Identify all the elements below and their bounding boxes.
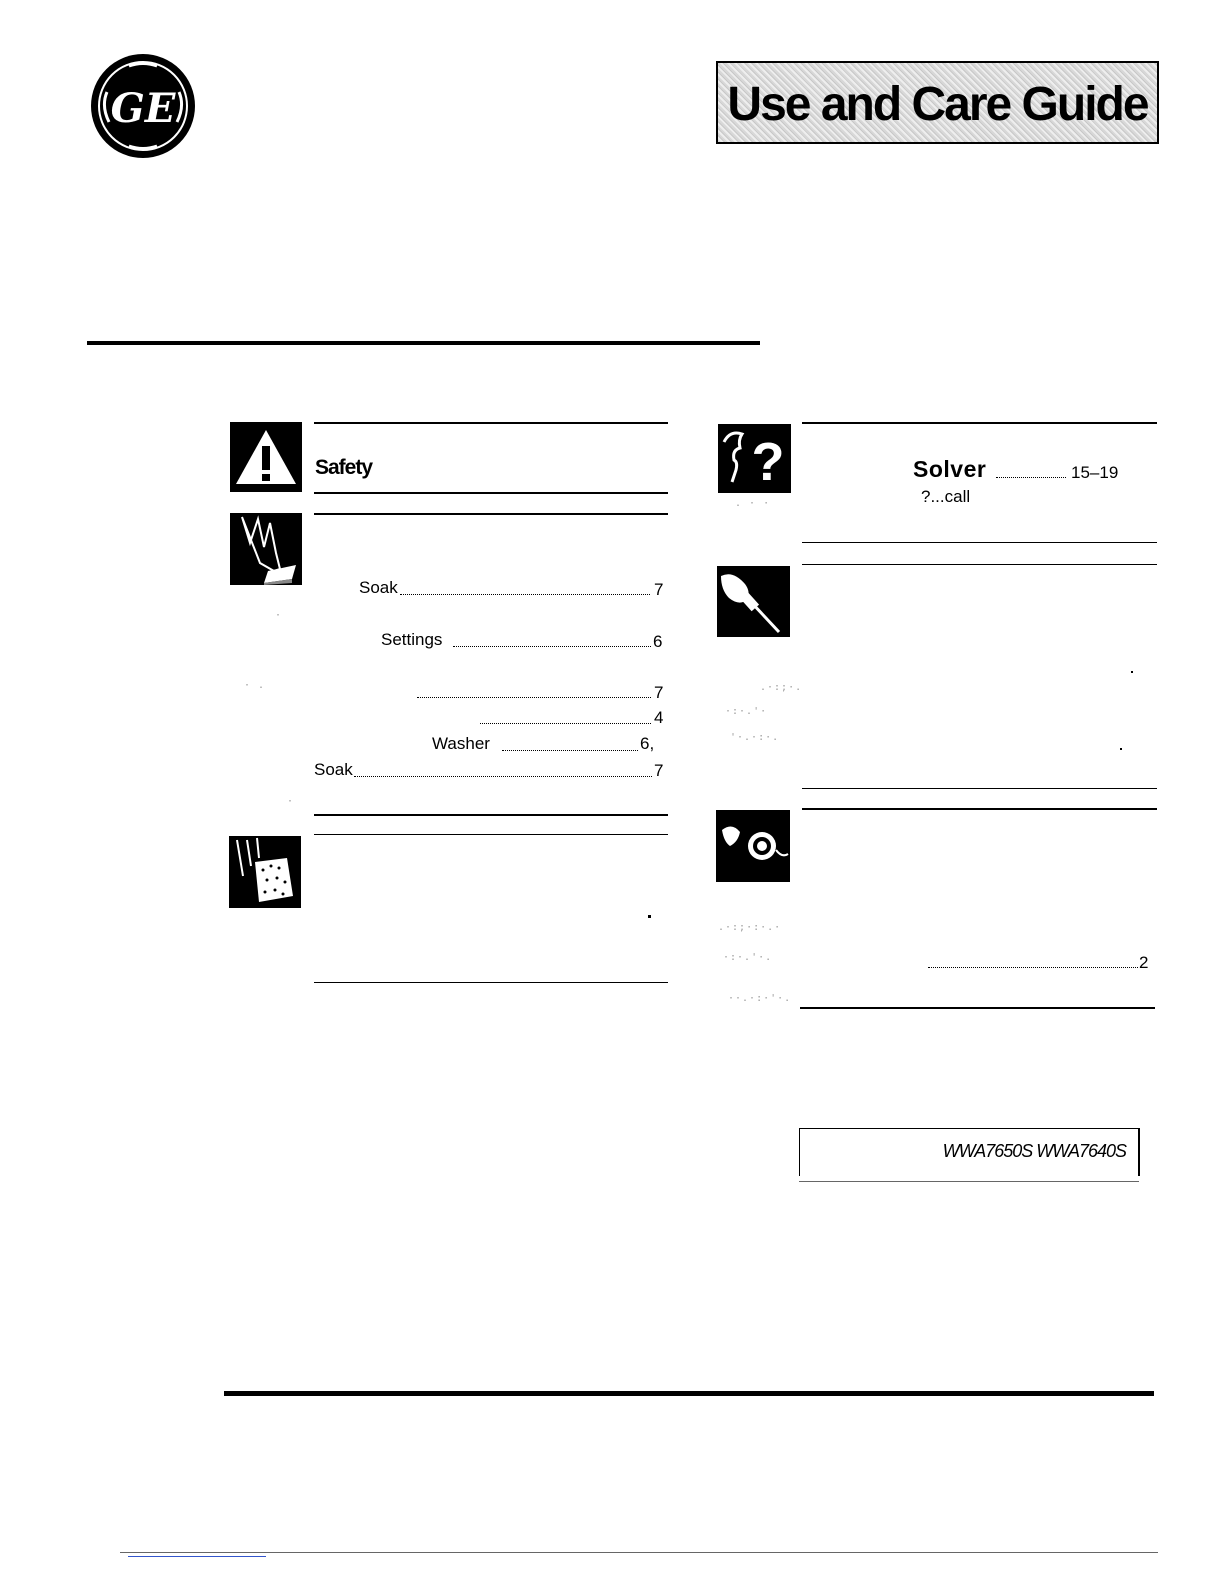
model-numbers: WWA7650S WWA7640S xyxy=(942,1141,1126,1161)
stray-mark xyxy=(1120,748,1122,750)
scan-speck: .·:;·:·.· xyxy=(718,922,782,933)
scan-speck: · xyxy=(275,610,283,621)
problem-solver-subline: ?...call xyxy=(921,487,971,506)
scan-speck: '·.·:·. xyxy=(730,732,780,743)
toc-leader xyxy=(400,594,650,595)
toc-entry-soak-2[interactable]: Soak xyxy=(314,760,353,779)
toc-page: 7 xyxy=(654,683,664,702)
care-top-rule xyxy=(314,834,668,835)
toc-entry-settings[interactable]: Settings xyxy=(381,630,443,649)
bottom-divider xyxy=(224,1391,1154,1396)
hand-pressing-button-icon xyxy=(230,513,302,585)
phone-service-icon xyxy=(716,810,790,882)
use-and-care-banner xyxy=(716,61,1159,144)
toc-leader xyxy=(354,776,652,777)
operating-bottom-rule xyxy=(314,814,668,816)
toc-page: 4 xyxy=(654,708,664,727)
toc-leader xyxy=(417,697,651,698)
toc-page: 7 xyxy=(654,580,664,599)
operating-top-rule xyxy=(314,513,668,515)
toc-leader xyxy=(996,477,1066,478)
ge-logo xyxy=(89,52,197,160)
service-top-rule xyxy=(802,808,1157,810)
footer-hairline xyxy=(120,1552,1158,1553)
scan-speck: · xyxy=(287,796,295,807)
toc-leader xyxy=(480,723,651,724)
stray-mark xyxy=(648,915,651,918)
service-bottom-rule xyxy=(800,1007,1155,1009)
problem-solver-top-rule xyxy=(802,422,1157,424)
installation-bottom-rule xyxy=(802,788,1157,789)
installation-top-rule xyxy=(802,564,1157,565)
toc-leader xyxy=(502,750,638,751)
toc-entry-soak[interactable]: Soak xyxy=(359,578,398,597)
toc-leader xyxy=(928,967,1138,968)
toc-leader xyxy=(453,646,651,647)
scan-speck: · . xyxy=(244,680,266,691)
toc-entry-washer[interactable]: Washer xyxy=(432,734,490,753)
banner-title: Use and Care Guide xyxy=(727,78,1148,131)
safety-bottom-rule xyxy=(314,492,668,494)
problem-solver-heading[interactable]: Solver xyxy=(913,456,987,482)
model-box-bottom-rule xyxy=(799,1181,1139,1182)
warning-icon xyxy=(230,422,302,492)
hand-sponge-icon xyxy=(229,836,301,908)
footer-link-underline[interactable] xyxy=(128,1556,266,1557)
toc-page: 7 xyxy=(654,761,664,780)
toc-page: 6 xyxy=(653,632,663,651)
logo-text: GE xyxy=(110,85,176,132)
scan-speck: ·:·.'· xyxy=(725,706,768,717)
question-face-icon xyxy=(718,424,791,493)
toc-page: 2 xyxy=(1139,953,1149,972)
scan-speck: ··.·:·'·. xyxy=(728,993,792,1004)
top-divider xyxy=(87,341,760,345)
model-box xyxy=(799,1128,1140,1176)
safety-heading: Safety xyxy=(315,456,373,479)
problem-solver-bottom-rule xyxy=(802,542,1157,543)
hand-screwdriver-icon xyxy=(717,566,790,637)
safety-top-rule xyxy=(314,422,668,424)
toc-page: 6, xyxy=(640,734,655,753)
stray-mark xyxy=(1131,671,1133,673)
svg-text:?: ? xyxy=(751,432,785,492)
scan-speck: .·:;·. xyxy=(760,682,803,693)
scan-speck: . · · xyxy=(735,498,771,509)
care-bottom-rule xyxy=(314,982,668,983)
scan-speck: ·:·.'·. xyxy=(723,952,773,963)
problem-solver-pages: 15–19 xyxy=(1071,463,1119,482)
ge-monogram-icon xyxy=(89,52,197,160)
